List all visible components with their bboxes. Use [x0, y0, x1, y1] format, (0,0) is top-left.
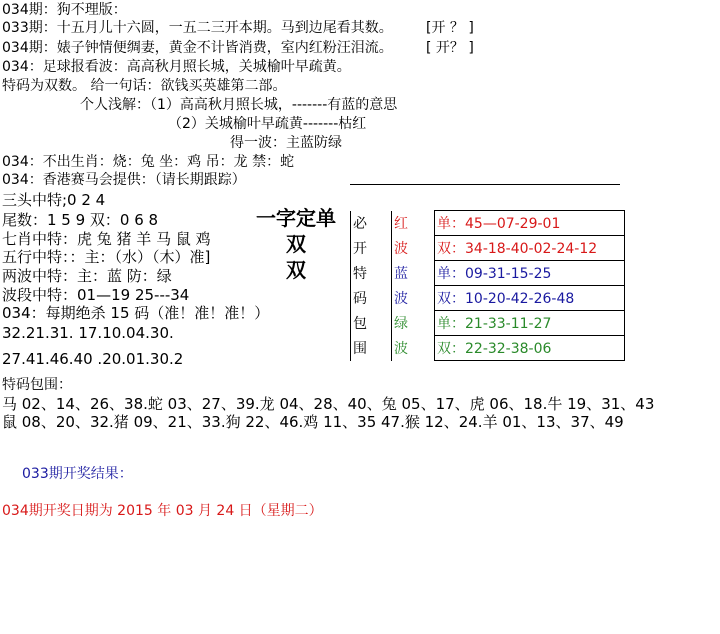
riddle-line-1: 033期：十五月儿十六圆，一五二三开本期。马到边尾看其数。 — [2, 20, 393, 36]
explain-line-2: （2）关城榆叶早疏黄-------枯红 — [168, 116, 367, 132]
wave-line: 得一波：主蓝防绿 — [230, 135, 342, 151]
surround-line-2: 鼠 08、20、32.猪 09、21、33.狗 22、46.鸡 11、35 47.猴 12、24.羊 01、13、37、49 — [2, 413, 624, 431]
riddle-answer-1: [开 ？ ] — [426, 20, 474, 36]
table-label-cell: 开 — [351, 236, 392, 261]
riddle-answer-2: [ 开？ ] — [426, 40, 474, 56]
table-row: 双：34-18-40-02-24-12 — [435, 236, 625, 261]
seven-zodiac-line: 七肖中特：虎 兔 猪 羊 马 鼠 鸡 — [2, 230, 211, 248]
wave-cell: 红 — [392, 211, 435, 236]
explain-line-1: 个人浅解：（1）高高秋月照长城，-------有蓝的意思 — [80, 97, 398, 113]
table-top-border — [350, 184, 620, 185]
five-elements-line: 五行中特：：主：（水）（木）准] — [2, 248, 211, 266]
wave-cell: 波 — [392, 286, 435, 311]
special-code-table — [350, 210, 625, 361]
band-line: 波段中特：01—19 25---34 — [2, 286, 190, 304]
result-line: 033期开奖结果： — [22, 466, 133, 482]
table-row: 单：45—07-29-01 — [435, 211, 625, 236]
table-row: 单：21-33-11-27 — [435, 311, 625, 336]
surround-line-1: 马 02、14、26、38.蛇 03、27、39.龙 04、28、40、兔 05、17、虎 06、18.牛 19、31、43 — [2, 395, 655, 413]
table-label-cell: 包 — [351, 311, 392, 336]
table-row: 双：10-20-42-26-48 — [435, 286, 625, 311]
zodiac-line: 034：不出生肖：烧：兔 坐：鸡 吊：龙 禁：蛇 — [2, 154, 295, 170]
wave-cell: 波 — [392, 336, 435, 361]
hk-line: 034：香港赛马会提供：（请长期跟踪） — [2, 172, 246, 188]
tail-line: 尾数：1 5 9 双：0 6 8 — [2, 211, 159, 229]
hint-line: 特码为双数。 给一句话：欲钱买英雄第二部。 — [2, 78, 287, 94]
table-label-cell: 特 — [351, 261, 392, 286]
kill-numbers-2: 27.41.46.40 .20.01.30.2 — [2, 350, 184, 368]
wave-cell: 绿 — [392, 311, 435, 336]
stamp-text: 一字定单双 双 — [256, 206, 336, 282]
table-label-cell: 必 — [351, 211, 392, 236]
table-row: 单：09-31-15-25 — [435, 261, 625, 286]
table-label-cell: 码 — [351, 286, 392, 311]
surround-title: 特码包围： — [2, 377, 72, 393]
table-label-cell: 围 — [351, 336, 392, 361]
title-line: 034期：狗不理版： — [2, 2, 127, 18]
kill-line: 034：每期绝杀 15 码（准！准！准！） — [2, 304, 270, 322]
two-waves-line: 两波中特：主：蓝 防：绿 — [2, 267, 172, 285]
table-row: 双：22-32-38-06 — [435, 336, 625, 361]
football-line: 034：足球报看波：高高秋月照长城，关城榆叶早疏黄。 — [2, 59, 351, 75]
wave-cell: 蓝 — [392, 261, 435, 286]
head-line: 三头中特;0 2 4 — [2, 191, 106, 209]
kill-numbers-1: 32.21.31. 17.10.04.30. — [2, 324, 174, 342]
riddle-line-2: 034期：婊子钟情便绸妻，黄金不计皆消费，室内红粉汪泪流。 — [2, 40, 393, 56]
wave-cell: 波 — [392, 236, 435, 261]
draw-date-line: 034期开奖日期为 2015 年 03 月 24 日（星期二） — [2, 503, 323, 519]
